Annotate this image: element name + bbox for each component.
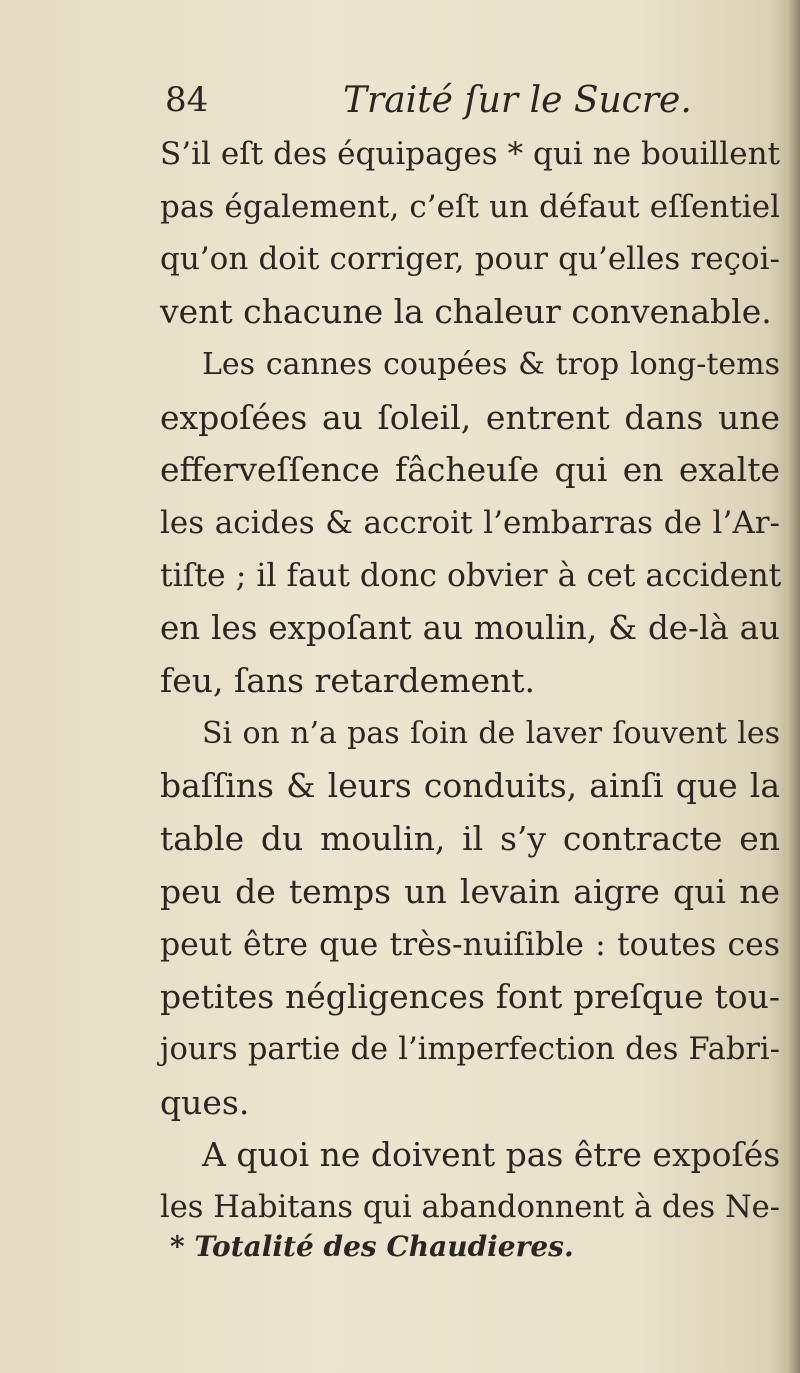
text-line: vent chacune la chaleur convenable. xyxy=(160,292,772,332)
running-title: Traité ſur le Sucre. xyxy=(343,80,692,121)
text-line: pas également, c’eſt un défaut eſſentiel xyxy=(160,188,780,225)
running-head xyxy=(165,80,692,130)
text-line: petites négligences font preſque tou- xyxy=(160,977,780,1017)
text-line: jours partie de l’imperfection des Fabri- xyxy=(160,1031,780,1067)
text-line: table du moulin, il s’y contracte en xyxy=(160,819,780,859)
text-line: Les cannes coupées & trop long-tems xyxy=(202,346,780,382)
text-line: en les expoſant au moulin, & de-là au xyxy=(160,609,780,648)
text-line: les acides & accroit l’embarras de l’Ar- xyxy=(160,504,780,541)
text-line: ques. xyxy=(160,1082,250,1122)
text-line: peut être que très-nuiſible : toutes ces xyxy=(160,926,780,963)
page-number: 84 xyxy=(165,80,209,120)
footnote: * Totalité des Chaudieres. xyxy=(170,1230,574,1263)
text-line: A quoi ne doivent pas être expoſés xyxy=(202,1135,781,1175)
text-line: efferveſſence fâcheuſe qui en exalte xyxy=(160,450,780,490)
text-line: qu’on doit corriger, pour qu’elles reçoi- xyxy=(160,241,780,278)
page-gutter-shadow xyxy=(786,0,800,1373)
text-line: baſſins & leurs conduits, ainſi que la xyxy=(160,766,780,806)
text-line: tiſte ; il faut donc obvier à cet accident xyxy=(160,557,782,594)
body-text xyxy=(160,128,780,1235)
text-line: Si on n’a pas ſoin de laver ſouvent les xyxy=(202,715,780,751)
text-line: peu de temps un levain aigre qui ne xyxy=(160,871,780,911)
text-line: expoſées au ſoleil, entrent dans une xyxy=(160,397,780,437)
text-line: les Habitans qui abandonnent à des Ne- xyxy=(160,1190,780,1226)
text-line: S’il eſt des équipages * qui ne bouillent xyxy=(160,136,780,172)
text-line: feu, ſans retardement. xyxy=(160,661,536,701)
